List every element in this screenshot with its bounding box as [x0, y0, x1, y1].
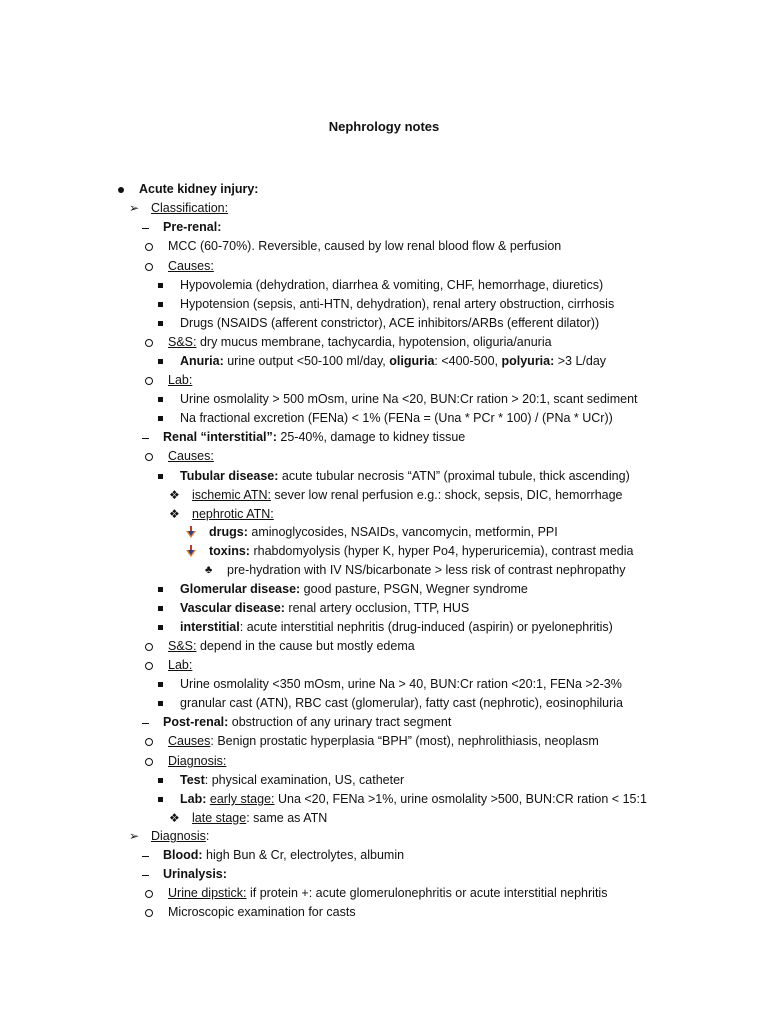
text-segment: : <400-500, — [434, 354, 502, 368]
text-segment: Blood: — [163, 848, 203, 862]
text-segment: >3 L/day — [554, 354, 607, 368]
text-segment: : Benign prostatic hyperplasia “BPH” (most), nephrolithiasis, neoplasm — [210, 734, 599, 748]
text-segment: S&S: — [168, 335, 197, 349]
text-segment: sever low renal perfusion e.g.: shock, sepsis, DIC, hemorrhage — [270, 488, 623, 502]
text-segment: Classification: — [151, 201, 229, 215]
text-segment: Test — [180, 773, 205, 787]
line-text — [192, 505, 274, 524]
color-arrow-bullet-icon — [185, 545, 197, 558]
text-segment: if protein +: acute glomerulonephritis or acute interstitial nephritis — [246, 886, 608, 900]
hollow-circle-bullet-icon — [145, 738, 153, 746]
text-segment: Lab: — [168, 658, 193, 672]
text-segment: : physical examination, US, catheter — [204, 773, 405, 787]
diamond-bullet-icon: ❖ — [169, 488, 180, 502]
line-text — [180, 790, 647, 809]
text-segment: Tubular disease: — [180, 469, 279, 483]
text-segment: rhabdomyolysis (hyper K, hyper Po4, hyperuricemia), contrast media — [249, 544, 634, 558]
text-segment: MCC (60-70%). Reversible, caused by low renal blood flow & perfusion — [168, 239, 562, 253]
line-text — [180, 390, 638, 409]
line-text — [180, 618, 613, 637]
line-text — [180, 295, 614, 314]
diamond-bullet-icon: ❖ — [169, 811, 180, 825]
line-text — [180, 409, 613, 428]
text-segment: Una <20, FENa >1%, urine osmolality >500, BUN:CR ration < 15:1 — [274, 792, 647, 806]
hollow-circle-bullet-icon — [145, 909, 153, 917]
line-text — [180, 276, 603, 295]
text-segment: drugs: — [209, 525, 248, 539]
text-segment: 25-40%, damage to kidney tissue — [276, 430, 466, 444]
hollow-circle-bullet-icon — [145, 758, 153, 766]
text-segment: acute tubular necrosis “ATN” (proximal tubule, thick ascending) — [278, 469, 630, 483]
text-segment: nephrotic ATN: — [192, 507, 274, 521]
square-bullet-icon — [158, 682, 163, 687]
text-segment: polyuria: — [501, 354, 555, 368]
text-segment: aminoglycosides, NSAIDs, vancomycin, metformin, PPI — [247, 525, 558, 539]
line-text — [168, 637, 415, 656]
hollow-circle-bullet-icon — [145, 339, 153, 347]
line-text — [192, 809, 327, 828]
text-segment: S&S: — [168, 639, 197, 653]
line-text — [180, 675, 622, 694]
text-segment: Glomerular disease: — [180, 582, 301, 596]
text-segment: Hypovolemia (dehydration, diarrhea & vomiting, CHF, hemorrhage, diuretics) — [180, 278, 604, 292]
hollow-circle-bullet-icon — [145, 890, 153, 898]
text-segment: Causes — [168, 734, 211, 748]
text-segment: Causes: — [168, 259, 214, 273]
text-segment: Urine osmolality > 500 mOsm, urine Na <20, BUN:Cr ration > 20:1, scant sediment — [180, 392, 638, 406]
dash-bullet-icon — [142, 856, 149, 857]
text-segment: depend in the cause but mostly edema — [196, 639, 415, 653]
text-segment: Urinalysis: — [163, 867, 227, 881]
dash-bullet-icon — [142, 438, 149, 439]
text-segment: Drugs (NSAIDS (afferent constrictor), ACE inhibitors/ARBs (efferent dilator)) — [180, 316, 600, 330]
hollow-circle-bullet-icon — [145, 453, 153, 461]
line-text — [168, 257, 214, 276]
hollow-circle-bullet-icon — [145, 243, 153, 251]
text-segment: Causes: — [168, 449, 214, 463]
text-segment: Urine dipstick: — [168, 886, 247, 900]
club-bullet-icon: ♣ — [205, 564, 213, 576]
square-bullet-icon — [158, 397, 163, 402]
line-text — [163, 713, 451, 732]
line-text — [168, 447, 214, 466]
line-text — [151, 199, 228, 218]
text-segment: granular cast (ATN), RBC cast (glomerular), fatty cast (nephrotic), eosinophiluria — [180, 696, 623, 710]
text-segment: pre-hydration with IV NS/bicarbonate > less risk of contrast nephropathy — [227, 563, 626, 577]
square-bullet-icon — [158, 359, 163, 364]
square-bullet-icon — [158, 587, 163, 592]
line-text — [180, 694, 623, 713]
square-bullet-icon — [158, 701, 163, 706]
text-segment: late stage — [192, 811, 247, 825]
hollow-circle-bullet-icon — [145, 377, 153, 385]
text-segment: renal artery occlusion, TTP, HUS — [284, 601, 470, 615]
line-text — [163, 865, 227, 884]
text-segment: interstitial — [180, 620, 240, 634]
text-segment: Lab: — [180, 792, 207, 806]
text-segment: Anuria: — [180, 354, 224, 368]
text-segment: oliguria — [389, 354, 435, 368]
text-segment: : same as ATN — [246, 811, 328, 825]
square-bullet-icon — [158, 474, 163, 479]
text-segment: Hypotension (sepsis, anti-HTN, dehydration), renal artery obstruction, cirrhosis — [180, 297, 615, 311]
text-segment: toxins: — [209, 544, 250, 558]
line-text — [139, 180, 258, 199]
line-text — [209, 523, 558, 542]
square-bullet-icon — [158, 416, 163, 421]
line-text — [209, 542, 633, 561]
line-text — [180, 314, 599, 333]
square-bullet-icon — [158, 302, 163, 307]
square-bullet-icon — [158, 283, 163, 288]
line-text — [168, 371, 192, 390]
text-segment: Pre-renal: — [163, 220, 222, 234]
text-segment: Diagnosis — [151, 829, 206, 843]
line-text — [168, 656, 192, 675]
filled-circle-bullet-icon — [118, 187, 124, 193]
line-text — [168, 732, 599, 751]
line-text — [180, 599, 469, 618]
dash-bullet-icon — [142, 228, 149, 229]
hollow-circle-bullet-icon — [145, 662, 153, 670]
hollow-circle-bullet-icon — [145, 263, 153, 271]
text-segment: Vascular disease: — [180, 601, 285, 615]
hollow-circle-bullet-icon — [145, 643, 153, 651]
line-text — [168, 884, 607, 903]
line-text — [163, 846, 404, 865]
text-segment: good pasture, PSGN, Wegner syndrome — [300, 582, 528, 596]
text-segment: Renal “interstitial”: — [163, 430, 277, 444]
line-text — [151, 827, 209, 846]
text-segment: Lab: — [168, 373, 193, 387]
arrow-bullet-icon: ➢ — [129, 829, 140, 843]
dash-bullet-icon — [142, 723, 149, 724]
square-bullet-icon — [158, 778, 163, 783]
text-segment: Acute kidney injury: — [139, 182, 259, 196]
line-text — [168, 333, 552, 352]
line-text — [163, 218, 221, 237]
page-title: Nephrology notes — [328, 119, 440, 134]
text-segment: : — [205, 829, 210, 843]
text-segment: Microscopic examination for casts — [168, 905, 356, 919]
text-segment: : acute interstitial nephritis (drug-induced (aspirin) or pyelonephritis) — [239, 620, 613, 634]
line-text — [227, 561, 625, 580]
text-segment: urine output <50-100 ml/day, — [223, 354, 390, 368]
line-text — [168, 752, 226, 771]
line-text — [180, 771, 404, 790]
text-segment: obstruction of any urinary tract segment — [228, 715, 452, 729]
line-text — [168, 237, 561, 256]
line-text — [163, 428, 465, 447]
line-text — [180, 352, 606, 371]
text-segment: dry mucus membrane, tachycardia, hypotension, oliguria/anuria — [196, 335, 552, 349]
text-segment: Urine osmolality <350 mOsm, urine Na > 40, BUN:Cr ration <20:1, FENa >2-3% — [180, 677, 622, 691]
diamond-bullet-icon: ❖ — [169, 507, 180, 521]
text-segment: ischemic ATN: — [192, 488, 271, 502]
line-text — [192, 486, 623, 505]
line-text — [168, 903, 356, 922]
line-text — [180, 580, 528, 599]
square-bullet-icon — [158, 797, 163, 802]
square-bullet-icon — [158, 606, 163, 611]
color-arrow-bullet-icon — [185, 526, 197, 539]
arrow-bullet-icon: ➢ — [129, 201, 140, 215]
dash-bullet-icon — [142, 875, 149, 876]
square-bullet-icon — [158, 321, 163, 326]
text-segment: Post-renal: — [163, 715, 229, 729]
text-segment: early stage: — [209, 792, 275, 806]
square-bullet-icon — [158, 625, 163, 630]
text-segment: Na fractional excretion (FENa) < 1% (FENa = (Una * PCr * 100) / (PNa * UCr)) — [180, 411, 613, 425]
text-segment: Diagnosis: — [168, 754, 227, 768]
line-text — [180, 467, 630, 486]
text-segment: high Bun & Cr, electrolytes, albumin — [202, 848, 405, 862]
